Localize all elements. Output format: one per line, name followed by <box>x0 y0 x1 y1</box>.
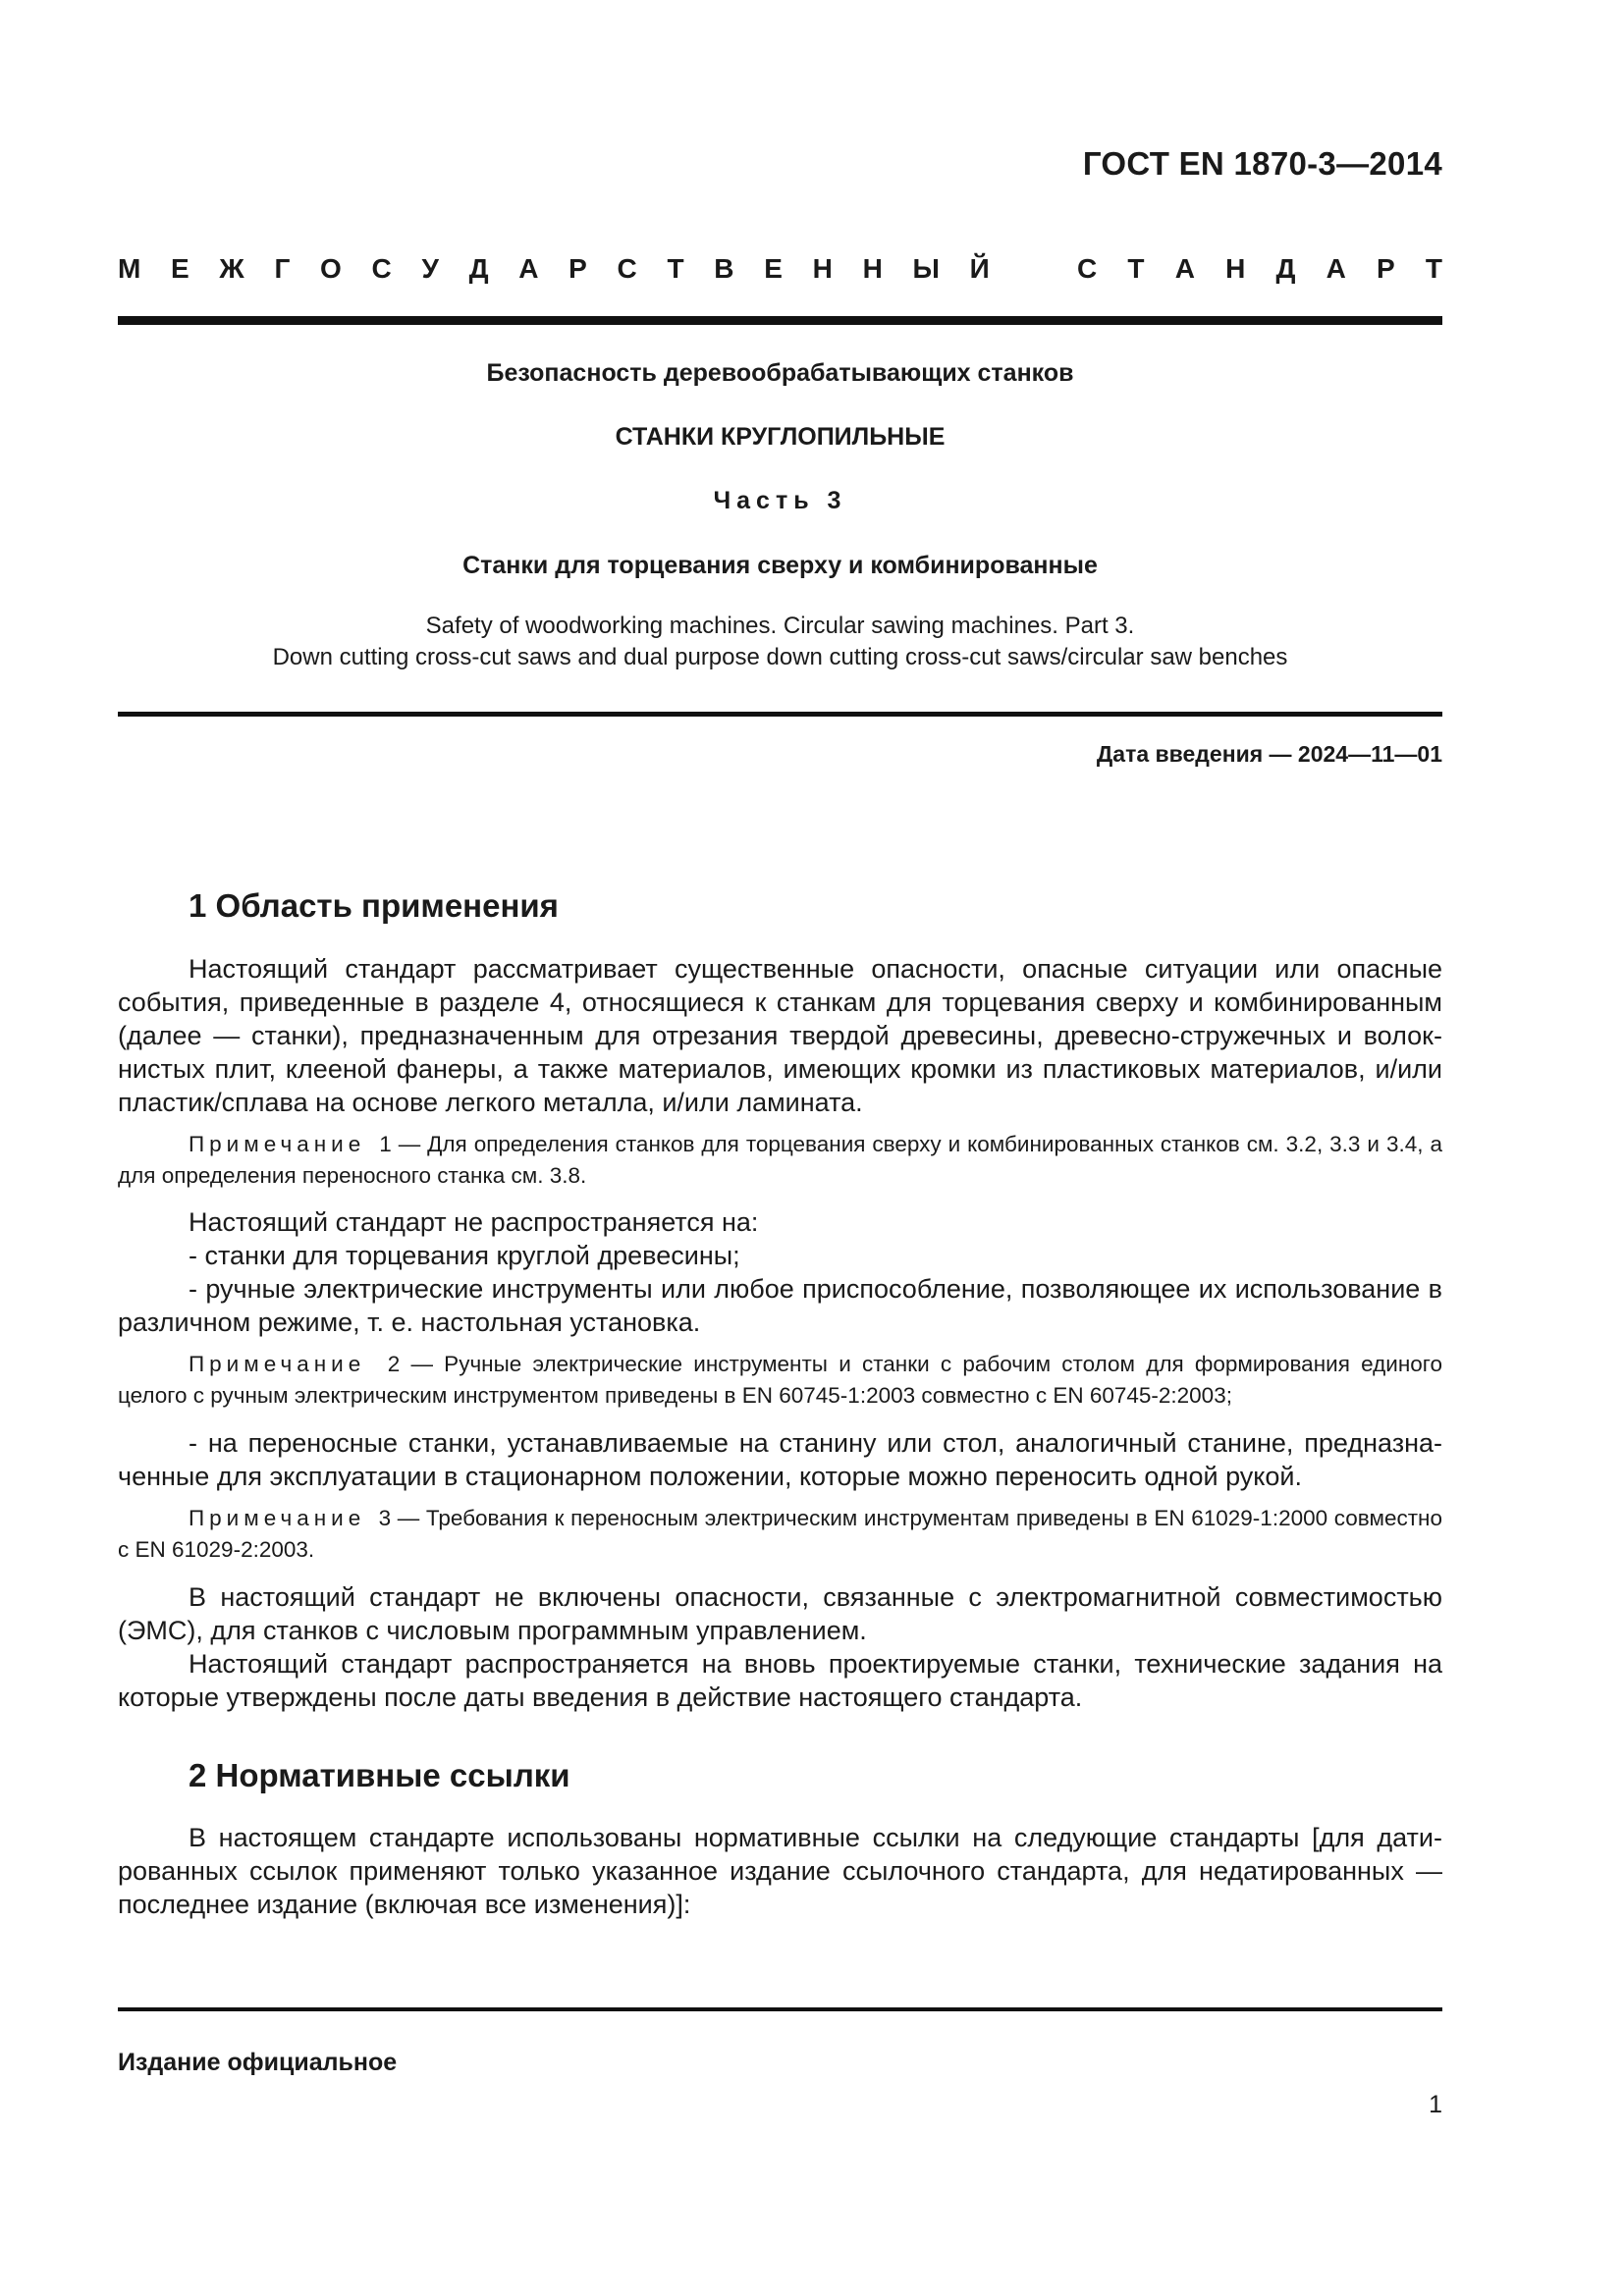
banner-letter: Н <box>1225 253 1246 284</box>
banner-letter: У <box>421 253 439 284</box>
section-1-paragraph-4: В настоящий стандарт не включены опасности, связанные с электромагнитной совместимостью (ЭМС), для станков с числовым программным управлением. <box>118 1582 1442 1645</box>
banner-letter: С <box>1077 253 1098 284</box>
note-3 <box>118 1503 1442 1566</box>
banner-letter: Т <box>667 253 684 284</box>
section-1-paragraph-2 <box>118 1205 1442 1339</box>
p2-line-1: Настоящий стандарт не распространяется на: <box>189 1207 759 1237</box>
banner-letter: Е <box>764 253 783 284</box>
note-2-label: Примечание <box>189 1352 366 1376</box>
official-edition-label: Издание официальное <box>118 2049 398 2076</box>
note-1-text: 1 — Для определения станков для торцевания сверху и комбинированных станков см. 3.2, 3.3 и 3.4, а для определения переносного станка см. 3.8. <box>118 1132 1442 1188</box>
banner-letter: Р <box>1377 253 1395 284</box>
banner-word-interstate <box>118 253 990 285</box>
title-line-2: СТАНКИ КРУГЛОПИЛЬНЫЕ <box>615 423 946 451</box>
title-english-2: Down cutting cross-cut saws and dual purpose down cutting cross-cut saws/circular saw benches <box>272 644 1288 670</box>
banner-letter: М <box>118 253 141 284</box>
banner-letter: Д <box>1275 253 1296 284</box>
banner-word-standard <box>1077 253 1442 285</box>
header-rule <box>118 316 1442 325</box>
page-number: 1 <box>1429 2091 1442 2118</box>
note-3-label: Примечание <box>189 1506 366 1530</box>
section-2-heading: 2 Нормативные ссылки <box>189 1757 570 1793</box>
note-2 <box>118 1349 1442 1412</box>
section-1-paragraph-1: Настоящий стандарт рассматривает существенные опасности, опасные ситуации или опасные события, приведенные в разделе 4, относящиеся к станкам для торцевания сверху и комбинированным (далее — станки), предназначенным для отрезания твердой древесины, древесно-стружечных и волокнистых плит, клееной фанеры, а также материалов, имеющих кромки из пластиковых материалов, и/или пластик/сплава на основе легкого металла, и/или ламината. <box>118 954 1442 1117</box>
standard-code: ГОСТ EN 1870-3—2014 <box>1082 145 1442 182</box>
banner-letter: Й <box>969 253 990 284</box>
banner-letter: Г <box>274 253 291 284</box>
banner-letter: Ж <box>219 253 244 284</box>
banner-letter: Т <box>1425 253 1442 284</box>
note-3-text: 3 — Требования к переносным электрическим инструментам приведены в EN 61029-1:2000 совместно с EN 61029-2:2003. <box>118 1506 1442 1562</box>
banner-letter: Н <box>862 253 883 284</box>
banner-letter: А <box>1326 253 1346 284</box>
section-2-paragraph-1: В настоящем стандарте использованы нормативные ссылки на следующие стандарты [для датированных ссылок применяют только указанное издание ссылочного стандарта, для недатированных — последнее издание (включая все изменения)]: <box>118 1823 1442 1919</box>
title-part: Часть 3 <box>713 487 847 514</box>
note-2-text: 2 — Ручные электрические инструменты и станки с рабочим столом для формирования единого целого с ручным электрическим инструментом приведены в EN 60745-1:2003 совместно с EN 60745-2:2003; <box>118 1352 1442 1408</box>
banner-letter: Д <box>468 253 489 284</box>
footer-rule <box>118 2007 1442 2011</box>
banner-letter: Т <box>1127 253 1145 284</box>
banner-letter: С <box>371 253 392 284</box>
p2-line-2: - станки для торцевания круглой древесины; <box>189 1241 740 1270</box>
banner-letter: Н <box>812 253 833 284</box>
banner-letter: В <box>714 253 734 284</box>
banner-letter: С <box>617 253 637 284</box>
banner-letter: А <box>1174 253 1195 284</box>
banner-letter: А <box>518 253 539 284</box>
banner-letter: Е <box>171 253 189 284</box>
section-1-paragraph-5: Настоящий стандарт распространяется на вновь проектируемые станки, технические задания на которые утверждены после даты введения в действие настоящего стандарта. <box>118 1649 1442 1712</box>
banner-letter: Р <box>568 253 587 284</box>
section-1-heading: 1 Область применения <box>189 887 559 924</box>
title-rule <box>118 712 1442 717</box>
banner-letter: Ы <box>912 253 940 284</box>
document-page <box>118 0 1442 2296</box>
note-1 <box>118 1129 1442 1192</box>
section-1-paragraph-3: - на переносные станки, устанавливаемые на станину или стол, аналогичный станине, предназначенные для эксплуатации в стационарном положении, которые можно переносить одной рукой. <box>118 1428 1442 1491</box>
note-1-label: Примечание <box>189 1132 366 1156</box>
banner-letter: О <box>320 253 342 284</box>
p2-line-3: - ручные электрические инструменты или любое приспособление, позволяющее их использование в различном режиме, т. е. настольная установка. <box>118 1274 1442 1337</box>
interstate-standard-banner <box>118 253 1442 285</box>
title-line-4: Станки для торцевания сверху и комбинированные <box>462 552 1098 579</box>
introduction-date: Дата введения — 2024—11—01 <box>1096 741 1442 767</box>
title-english-1: Safety of woodworking machines. Circular sawing machines. Part 3. <box>425 613 1135 639</box>
title-line-1: Безопасность деревообрабатывающих станков <box>486 359 1074 387</box>
